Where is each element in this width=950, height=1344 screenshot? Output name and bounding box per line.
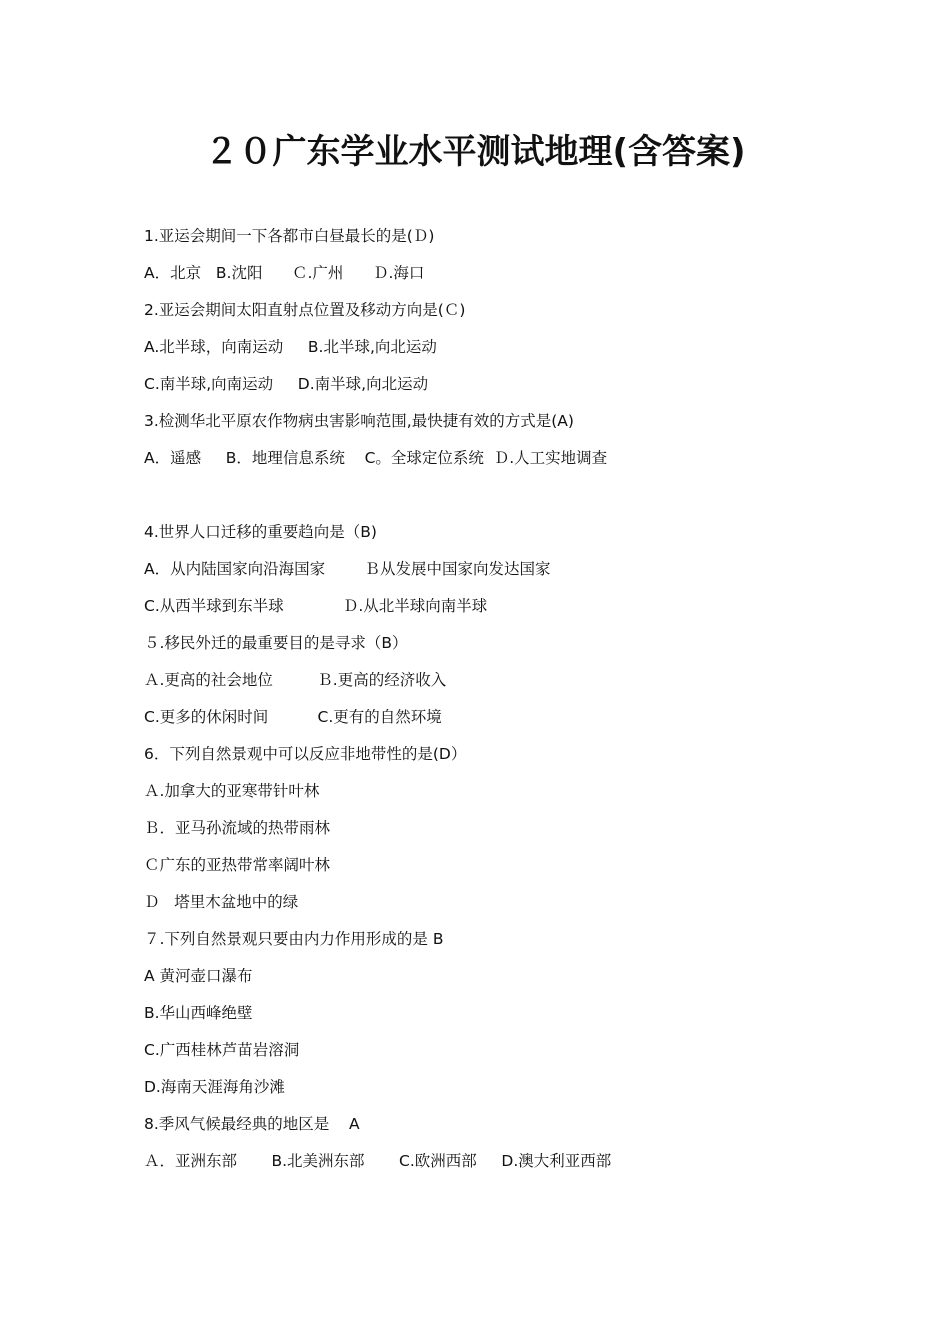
- question-6-option-d: Ｄ 塔里木盆地中的绿: [144, 893, 299, 911]
- document-title: ２０广东学业水平测试地理(含答案): [204, 132, 746, 172]
- question-4-options-a-b: A．从内陆国家向沿海国家 Ｂ从发展中国家向发达国家: [144, 560, 551, 578]
- question-4-options-c-d: C.从西半球到东半球 Ｄ.从北半球向南半球: [144, 597, 488, 615]
- question-6-option-b: Ｂ．亚马孙流域的热带雨林: [144, 819, 331, 837]
- question-1-options: A．北京 B.沈阳 Ｃ.广州 Ｄ.海口: [144, 264, 425, 282]
- question-3-options: A．遥感 B．地理信息系统 C。全球定位系统 Ｄ.人工实地调查: [144, 449, 608, 467]
- question-7-option-b: B.华山西峰绝壁: [144, 1004, 253, 1022]
- question-8-options: Ａ．亚洲东部 B.北美洲东部 C.欧洲西部 D.澳大利亚西部: [144, 1152, 612, 1170]
- question-5: ５.移民外迁的最重要目的是寻求（B）: [144, 634, 408, 652]
- question-6-option-a: Ａ.加拿大的亚寒带针叶林: [144, 782, 320, 800]
- question-1: 1.亚运会期间一下各都市白昼最长的是(Ｄ): [144, 227, 435, 245]
- question-8: 8.季风气候最经典的地区是 A: [144, 1115, 360, 1133]
- question-5-options-a-b: Ａ.更高的社会地位 Ｂ.更高的经济收入: [144, 671, 447, 689]
- question-7-option-c: C.广西桂林芦苗岩溶洞: [144, 1041, 300, 1059]
- question-3: 3.检测华北平原农作物病虫害影响范围,最快捷有效的方式是(A): [144, 412, 574, 430]
- question-5-options-c-d: C.更多的休闲时间 C.更有的自然环境: [144, 708, 442, 726]
- question-7-option-d: D.海南天涯海角沙滩: [144, 1078, 285, 1096]
- question-6-option-c: Ｃ广东的亚热带常率阔叶林: [144, 856, 331, 874]
- question-7: ７.下列自然景观只要由内力作用形成的是 B: [144, 930, 444, 948]
- question-7-option-a: A 黄河壶口瀑布: [144, 967, 253, 985]
- question-2-options-a-b: A.北半球，向南运动 B.北半球,向北运动: [144, 338, 437, 356]
- question-4: 4.世界人口迁移的重要趋向是（B): [144, 523, 377, 541]
- question-2: 2.亚运会期间太阳直射点位置及移动方向是(Ｃ): [144, 301, 466, 319]
- document-body: [144, 222, 884, 1184]
- question-6: 6．下列自然景观中可以反应非地带性的是(D）: [144, 745, 467, 763]
- blank-line: [144, 481, 884, 518]
- question-2-options-c-d: C.南半球,向南运动 D.南半球,向北运动: [144, 375, 429, 393]
